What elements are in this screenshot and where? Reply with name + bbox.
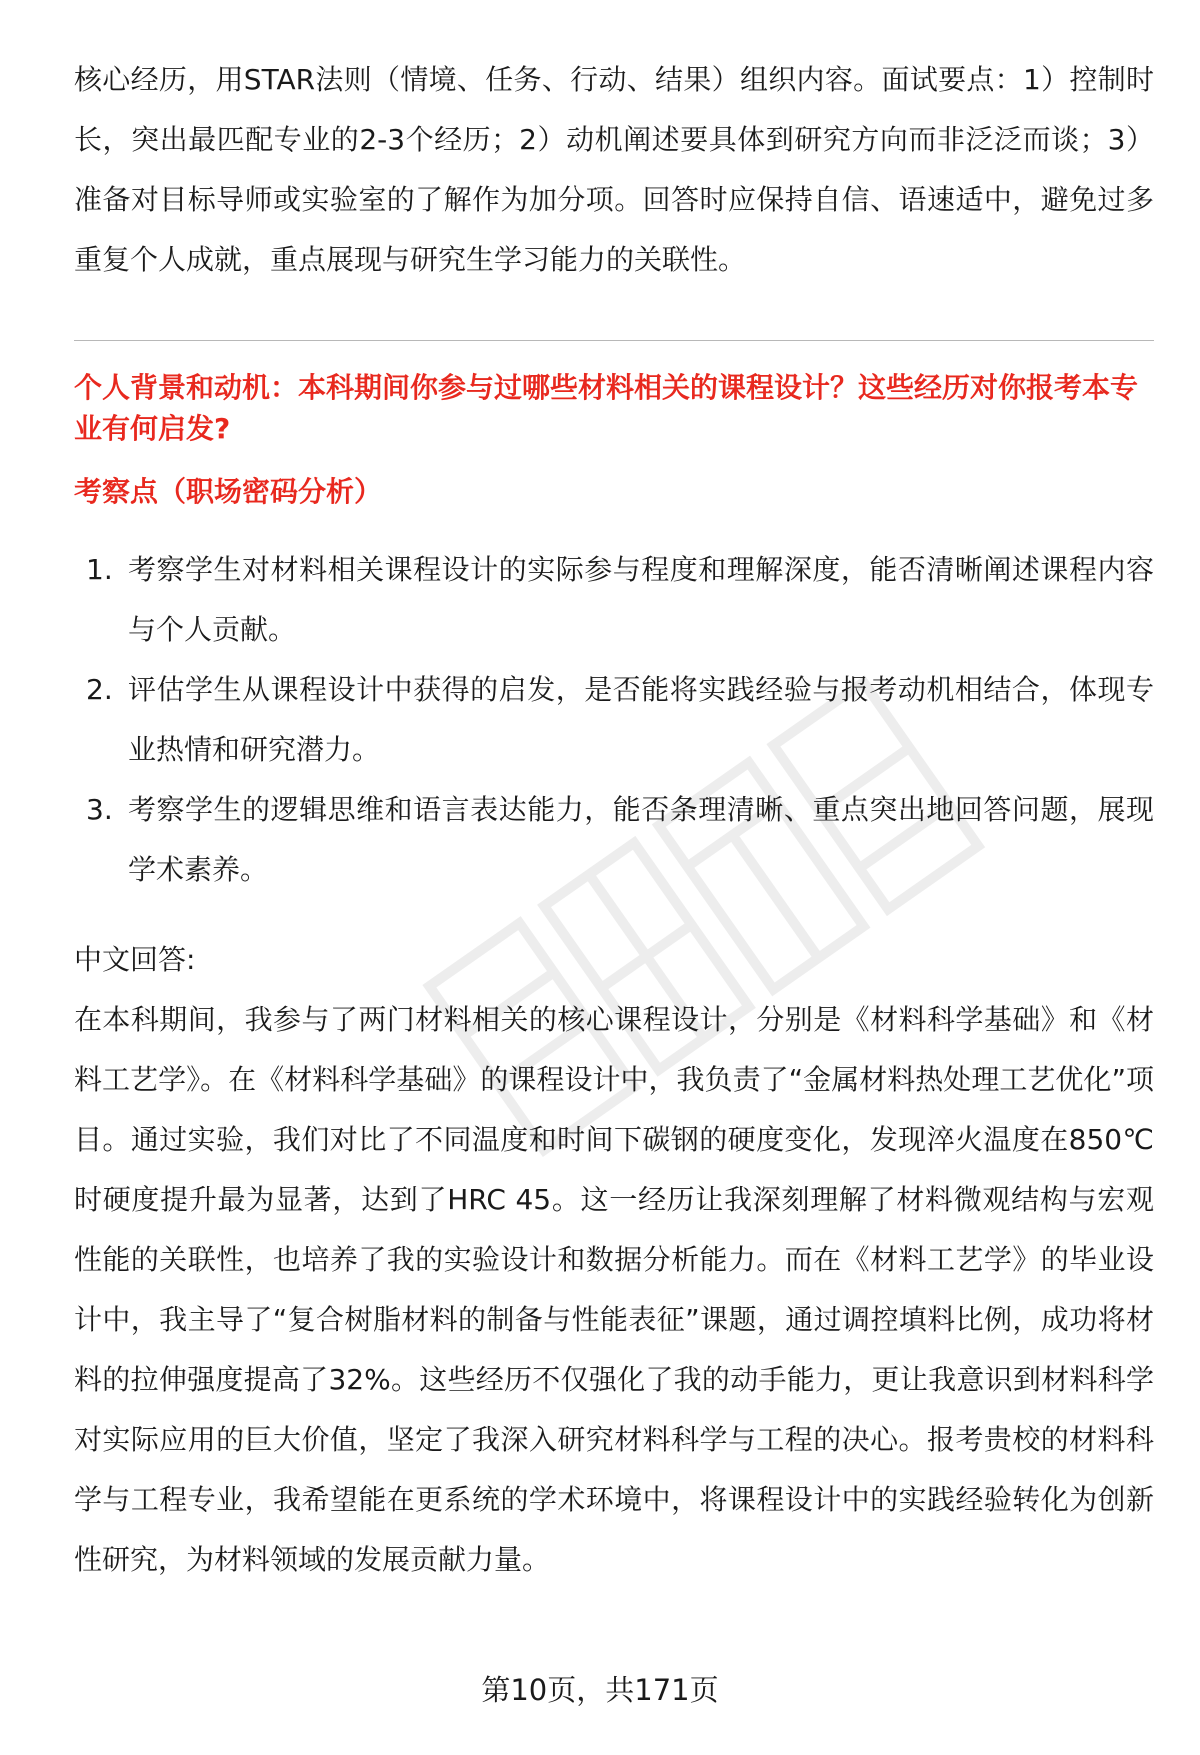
list-item-text: 评估学生从课程设计中获得的启发，是否能将实践经验与报考动机相结合，体现专业热情和研究潜力。 — [128, 673, 1154, 766]
interview-question: 个人背景和动机：本科期间你参与过哪些材料相关的课程设计？这些经历对你报考本专业有何启发? — [74, 371, 1139, 445]
section-divider — [74, 340, 1154, 341]
assessment-points-list — [74, 540, 1154, 900]
assessment-points-title: 考察点（职场密码分析） — [74, 475, 383, 508]
document-page — [74, 50, 1154, 1590]
list-item — [74, 660, 1154, 780]
intro-paragraph: 核心经历，用STAR法则（情境、任务、行动、结果）组织内容。面试要点：1）控制时长，突出最匹配专业的2-3个经历；2）动机阐述要具体到研究方向而非泛泛而谈；3）准备对目标导师或实验室的了解作为加分项。回答时应保持自信、语速适中，避免过多重复个人成就，重点展现与研究生学习能力的关联性。 — [74, 63, 1154, 276]
list-item — [74, 780, 1154, 900]
list-item-number: 2. — [86, 673, 113, 706]
list-item-text: 考察学生的逻辑思维和语言表达能力，能否条理清晰、重点突出地回答问题，展现学术素养。 — [128, 793, 1154, 886]
answer-heading: 中文回答: — [74, 943, 196, 976]
answer-body: 在本科期间，我参与了两门材料相关的核心课程设计，分别是《材料科学基础》和《材料工艺学》。在《材料科学基础》的课程设计中，我负责了“金属材料热处理工艺优化”项目。通过实验，我们对比了不同温度和时间下碳钢的硬度变化，发现淬火温度在850℃时硬度提升最为显著，达到了HRC 45。这一经历让我深刻理解了材料微观结构与宏观性能的关联性，也培养了我的实验设计和数据分析能力。而在《材料工艺学》的毕业设计中，我主导了“复合树脂材料的制备与性能表征”课题，通过调控填料比例，成功将材料的拉伸强度提高了32%。这些经历不仅强化了我的动手能力，更让我意识到材料科学对实际应用的巨大价值，坚定了我深入研究材料科学与工程的决心。报考贵校的材料科学与工程专业，我希望能在更系统的学术环境中，将课程设计中的实践经验转化为创新性研究，为材料领域的发展贡献力量。 — [74, 1003, 1154, 1576]
list-item-text: 考察学生对材料相关课程设计的实际参与程度和理解深度，能否清晰阐述课程内容与个人贡献。 — [128, 553, 1154, 646]
page-number-footer: 第10页，共171页 — [481, 1673, 719, 1707]
list-item-number: 1. — [86, 553, 113, 586]
list-item-number: 3. — [86, 793, 113, 826]
list-item — [74, 540, 1154, 660]
